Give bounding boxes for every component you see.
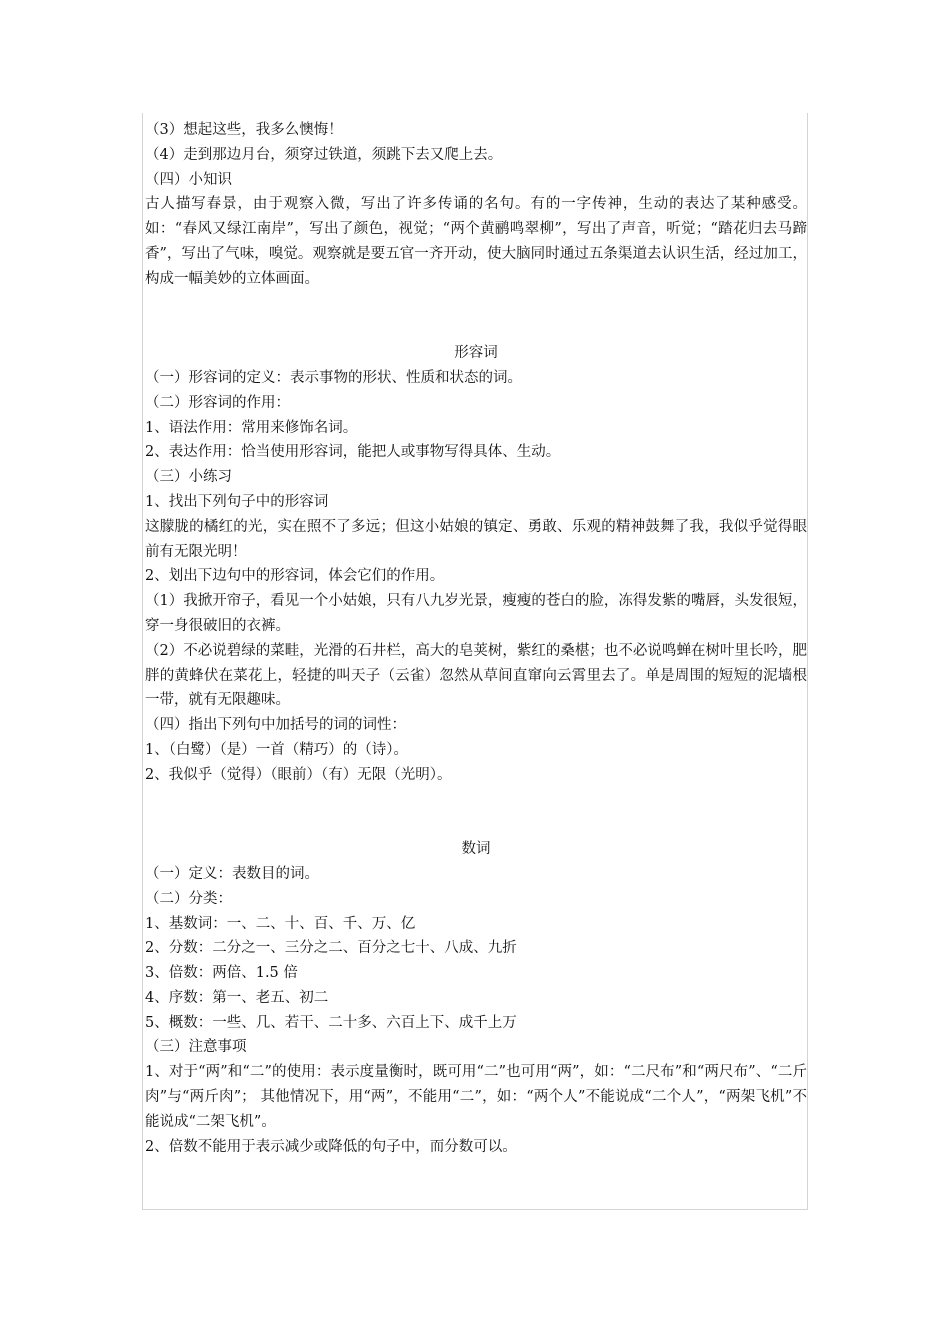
knowledge-heading: （四）小知识 bbox=[145, 171, 232, 188]
numeral-category-2: 2、分数：二分之一、三分之二、百分之七十、八成、九折 bbox=[145, 940, 517, 957]
adjective-pos-2: 2、我似乎（觉得）（眼前）（有）无限（光明）。 bbox=[145, 766, 452, 783]
adjective-practice-1-text: 这朦胧的橘红的光，实在照不了多远；但这小姑娘的镇定、勇敢、乐观的精神鼓舞了我，我似乎觉得眼前有无限光明！ bbox=[145, 518, 807, 560]
document-body bbox=[145, 118, 807, 1159]
intro-line-4: （4）走到那边月台，须穿过铁道，须跳下去又爬上去。 bbox=[145, 146, 503, 163]
knowledge-paragraph: 古人描写春景，由于观察入微，写出了许多传诵的名句。有的一字传神，生动的表达了某种感受。如：“春风又绿江南岸”，写出了颜色，视觉；“两个黄鹂鸣翠柳”，写出了声音，听觉；“踏花归去马蹄香”，写出了气味，嗅觉。观察就是要五官一齐开动，使大脑同时通过五条渠道去认识生活，经过加工，构成一幅美妙的立体画面。 bbox=[145, 196, 807, 287]
adjective-title: 形容词 bbox=[454, 345, 498, 362]
adjective-practice-1: 1、找出下列句子中的形容词 bbox=[145, 493, 329, 510]
adjective-practice-2-b: （2）不必说碧绿的菜畦，光滑的石井栏，高大的皂荚树，紫红的桑椹；也不必说鸣蝉在树叶里长吟，肥胖的黄蜂伏在菜花上，轻捷的叫天子（云雀）忽然从草间直窜向云霄里去了。单是周围的短短的泥墙根一带，就有无限趣味。 bbox=[145, 642, 807, 709]
adjective-definition: （一）形容词的定义：表示事物的形状、性质和状态的词。 bbox=[145, 369, 522, 386]
adjective-pos-1: 1、（白鹭）（是）一首（精巧）的（诗）。 bbox=[145, 741, 408, 758]
numeral-category-3: 3、倍数：两倍、1.5 倍 bbox=[145, 965, 298, 982]
numeral-note-2: 2、倍数不能用于表示减少或降低的句子中，而分数可以。 bbox=[145, 1138, 517, 1155]
intro-line-3: （3）想起这些，我多么懊悔！ bbox=[145, 122, 343, 138]
adjective-function-2: 2、表达作用：恰当使用形容词，能把人或事物写得具体、生动。 bbox=[145, 444, 561, 461]
numeral-category-1: 1、基数词：一、二、十、百、千、万、亿 bbox=[145, 915, 416, 932]
numeral-category-5: 5、概数：一些、几、若干、二十多、六百上下、成千上万 bbox=[145, 1014, 517, 1031]
adjective-function-heading: （二）形容词的作用： bbox=[145, 394, 290, 411]
numeral-category-heading: （二）分类： bbox=[145, 890, 232, 907]
section-gap bbox=[145, 788, 807, 838]
numeral-category-4: 4、序数：第一、老五、初二 bbox=[145, 989, 329, 1006]
adjective-practice-2-a: （1）我掀开帘子，看见一个小姑娘，只有八九岁光景，瘦瘦的苍白的脸，冻得发紫的嘴唇，头发很短，穿一身很破旧的衣裤。 bbox=[145, 593, 807, 634]
numeral-title: 数词 bbox=[461, 841, 491, 858]
adjective-practice-2: 2、划出下边句中的形容词，体会它们的作用。 bbox=[145, 568, 445, 585]
section-gap bbox=[145, 292, 807, 342]
adjective-function-1: 1、语法作用：常用来修饰名词。 bbox=[145, 419, 358, 436]
numeral-notes-heading: （三）注意事项 bbox=[145, 1039, 247, 1056]
adjective-practice-heading: （三）小练习 bbox=[145, 469, 232, 486]
numeral-definition: （一）定义：表数目的词。 bbox=[145, 865, 319, 882]
numeral-note-1: 1、对于“两”和“二”的使用：表示度量衡时，既可用“二”也可用“两”，如：“二尺布”和“两尺布”、“二斤肉”与“两斤肉”； 其他情况下，用“两”，不能用“二”，如：“两个人”不能说成“二个人”，“两架飞机”不能说成“二架飞机”。 bbox=[145, 1064, 807, 1130]
adjective-pos-heading: （四）指出下列句中加括号的词的词性： bbox=[145, 717, 406, 734]
